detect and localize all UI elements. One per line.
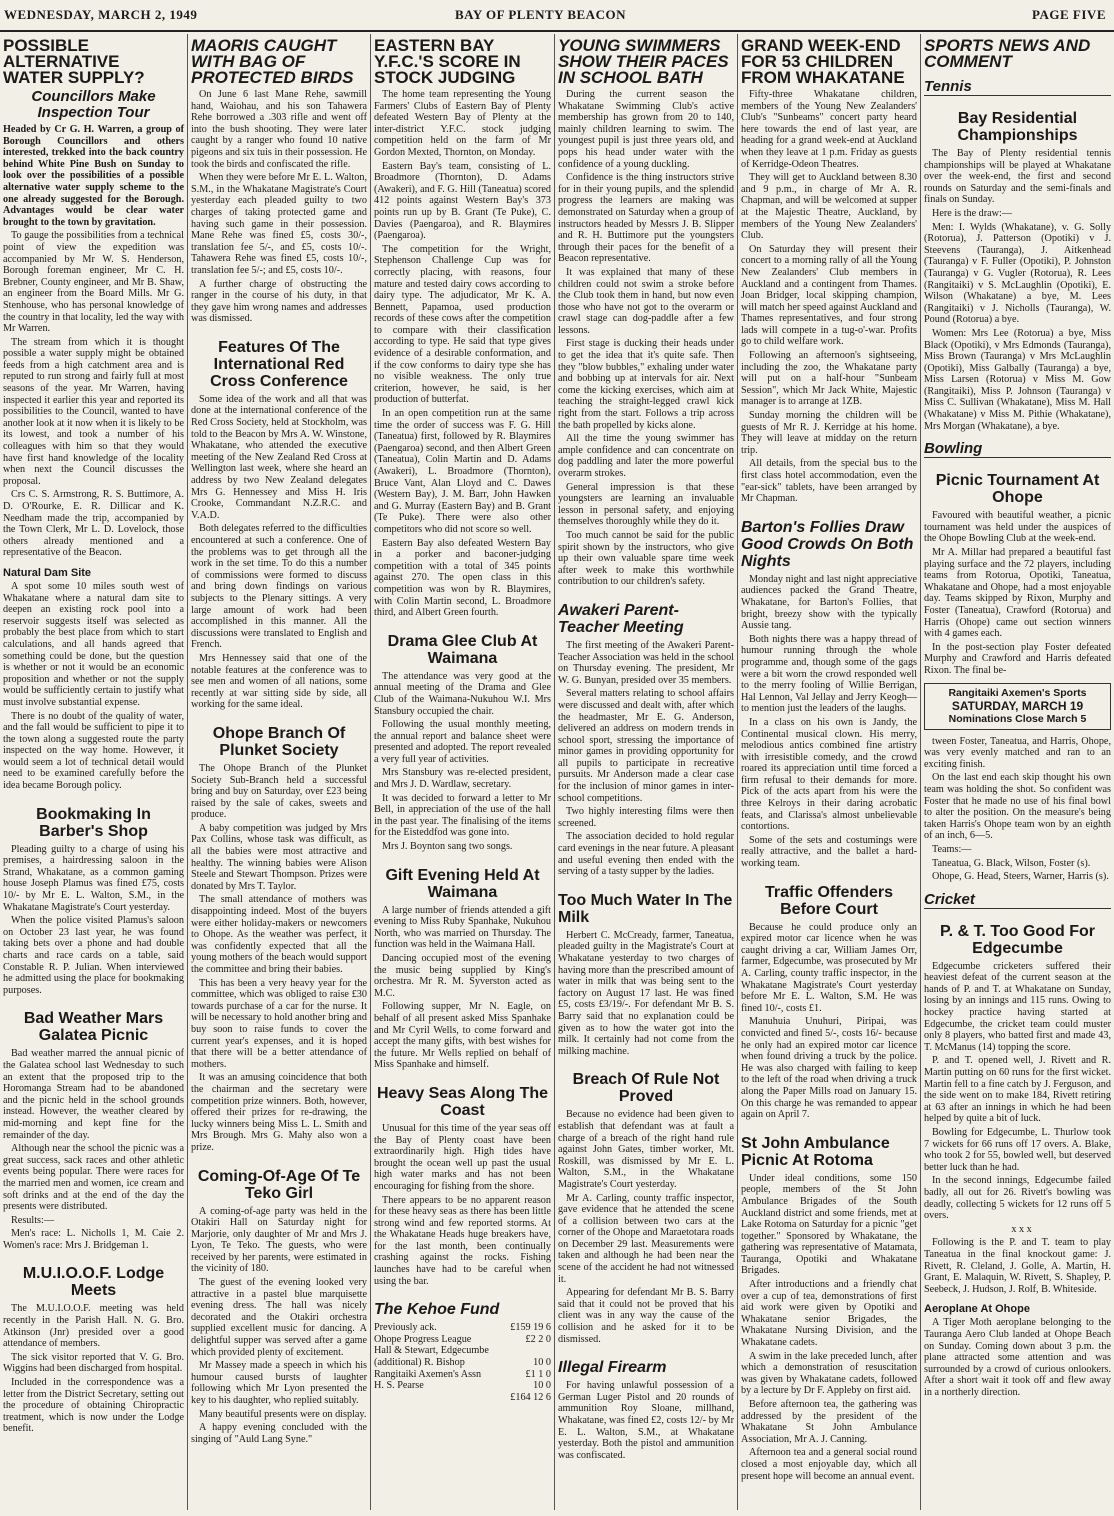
article-paragraph: Appearing for defendant Mr B. S. Barry said that it could not be proved that his client was in any way the cause of the collision and he asked for it to be dismissed. [558,1287,734,1345]
headline-red-cross: Features Of The International Red Cross Conference [210,338,348,390]
headline-parent-teacher: Awakeri Parent-Teacher Meeting [558,601,684,636]
headline-lodge-meets: M.U.I.O.O.F. Lodge Meets [22,1265,165,1300]
article-paragraph: It was explained that many of these children could not swim a stroke before the Club took them in hand, but now even those who have not got to the overarm or crawl stage can dog-paddle after a few lessons. [558,266,734,336]
table-row [374,1345,551,1357]
fund-label: Ohope Progress League [374,1333,472,1345]
article-paragraph: On the last end each skip thought his own team was holding the shot. So confident was Foster that he made no use of his final bowl to alter the position. On the measure's being taken Harris's Ohope team won by an eighth of an inch, 6—5. [924,772,1111,842]
table-row [374,1334,551,1346]
table-row [374,1357,551,1369]
headline-stock-judging: EASTERN BAY Y.F.C.'S SCORE IN STOCK JUDGING [374,36,521,87]
article-paragraph: Mr A. Millar had prepared a beautiful fast playing surface and the 72 players, including teams from Rotorua, Opotiki, Taneatua, Whakatane and Ohope, had a most enjoyable day. Teams skipped by Rixon, Murphy and Foster (Taneatua), Crawford (Rotorua) and Harris (Ohope) came out section winners with 4 games each. [924,547,1111,640]
headline-water-supply: POSSIBLE ALTERNATIVE WATER SUPPLY? [3,36,145,87]
headline-breach-of-rule: Breach Of Rule Not Proved [572,1071,720,1106]
article-paragraph: Edgecumbe cricketers suffered their heaviest defeat of the current season at the hands of P. and T. at Whakatane on Sunday, losing by an innings and 115 runs. Owing to hockey practice having started at Edgecumbe, the cricket team could muster only 8 players, who batted first and made 43, T. McManus (14) topping the score. [924,960,1111,1053]
article-paragraph: Eastern Bay also defeated Western Bay in a porker and baconer-judging competition with a total of 345 points against 270. The open class in this competition was won by R. Blaymires, with Colin Martin second, L. Broadmore third, and Albert Green fourth. [374,537,551,619]
headline-protected-birds: MAORIS CAUGHT WITH BAG OF PROTECTED BIRDS [191,36,354,87]
article-paragraph: It was an amusing coincidence that both the chairman and the secretary were competition prize winners. Both, however, offered their prizes for re-drawing, the lucky winners being Miss L. L. Smith and Mrs Brough. Mrs G. Mahy also won a prize. [191,1072,367,1153]
article-paragraph: The M.U.I.O.O.F. meeting was held recently in the Parish Hall. N. G. Bro. Atkinson (Jnr) presided over a good attendance of members. [3,1303,184,1350]
article-paragraph: The first meeting of the Awakeri Parent-Teacher Association was held in the school on Thursday evening. The president, Mr W. G. Bunyan, presided over 35 members. [558,639,734,686]
article-paragraph: The attendance was very good at the annual meeting of the Drama and Glee Club of the Waimana-Nukuhou W.I. Mrs Stansbury occupied the chair. [374,670,551,717]
headline-young-swimmers: YOUNG SWIMMERS SHOW THEIR PACES IN SCHOOL BATH [558,36,729,87]
article-paragraph: When the police visited Plamus's saloon on October 23 last year, he was found taking bets over a phone and had double charts and race cards on a table, said Constable R. P. Julian. When interviewed he admitted using the place for bookmaking purposes. [3,915,184,996]
section-label-cricket: Cricket [924,891,1111,909]
article-paragraph: They will get to Auckland between 8.30 and 9 p.m., in charge of Mr A. R. Chapman, and will be welcomed at supper at the Majestic Theatre, Auckland, by members of the Young New Zealanders' Club. [741,172,917,242]
issue-date: WEDNESDAY, MARCH 2, 1949 [4,7,198,22]
article-paragraph: Following supper, Mr N. Eagle, on behalf of all present asked Miss Spanhake and Mr Cyril Wells, to come forward and accept the many gifts, with best wishes for the future. Mr Wells replied on behalf of Miss Spanhake and himself. [374,1001,551,1071]
headline-bookmaking: Bookmaking In Barber's Shop [36,805,151,840]
article-paragraph: Sunday morning the children will be guests of Mr R. J. Kerridge at his home. They will leave at midday on the return trip. [741,410,917,456]
headline-drama-glee-club: Drama Glee Club At Waimana [387,632,538,667]
fund-label: Previously ack. [374,1322,437,1334]
article-paragraph: All the time the young swimmer has ample confidence and can concentrate on dog paddling and later the more powerful overarm strokes. [558,433,734,479]
table-row [374,1322,551,1334]
article-paragraph: A Tiger Moth aeroplane belonging to the Tauranga Aero Club landed at Ohope Beach on Sunday. Coming down about 3 p.m. the plane attracted some attention and was surrounded by a crowd of curious onlookers. After a short wait it took off and flew away in a northerly direction. [924,1317,1111,1398]
article-paragraph: Monday night and last night appreciative audiences packed the Grand Theatre, Whakatane, for Barton's Follies, that bright, breezy show with the typically Aussie tang. [741,573,917,632]
article-paragraph: Pleading guilty to a charge of using his premises, a hairdressing saloon in the Strand, Whakatane, as a common gaming house Joseph Plamus was fined £75, costs 10/- by Mr E. L. Walton, S.M., in the Whakatane Magistrate's Court yesterday. [3,843,184,913]
article-paragraph: Following an afternoon's sightseeing, including the zoo, the Whakatane party will put on a half-hour "Sunbeam Session", which Mr Jack White, Majestic manager is to arrange at 1ZB. [741,350,917,408]
article-paragraph: The association decided to hold regular card evenings in the near future. A pleasant and useful evening then ended with the serving of a tasty supper by the ladies. [558,831,734,878]
headline-galatea-picnic: Bad Weather Mars Galatea Picnic [23,1010,164,1045]
headline-heavy-seas: Heavy Seas Along The Coast [376,1084,549,1119]
article-paragraph: All details, from the special bus to the first class hotel accommodation, even the "ear-sick" tablets, have been arranged by Mr Chapman. [741,458,917,505]
fund-amount: £159 19 6 [510,1322,551,1334]
fund-label: (additional) R. Bishop [374,1357,465,1369]
article-paragraph: The guest of the evening looked very attractive in a pastel blue marquisette evening dress. The hall was nicely decorated and the Otakiri orchestra supplied excellent music for dancing. A delightful supper was served after a game which provided plenty of excitement. [191,1277,367,1358]
fund-amount: £1 1 0 [525,1368,551,1380]
headline-grand-weekend: GRAND WEEK-END FOR 53 CHILDREN FROM WHAKATANE [741,36,905,87]
ad-title: Rangitaiki Axemen's Sports [948,686,1087,699]
column-2 [188,34,370,1510]
article-paragraph: A happy evening concluded with the singing of "Auld Lang Syne." [191,1422,367,1445]
ad-date: SATURDAY, MARCH 19 [951,698,1084,713]
article-paragraph: It was decided to forward a letter to Mr Bell, in appreciation of the use of the hall in the past year. The finalising of the items for the Eisteddfod was gone into. [374,792,551,839]
headline-water-in-milk: Too Much Water In The Milk [558,891,733,926]
article-paragraph: To gauge the possibilities from a technical point of view the expedition was accompanied by Mr W. S. Henderson, Borough foreman engineer, Mr C. H. Brebner, County engineer, and Mr B. Shaw, an engineer from the Board Mills. Mr G. Stenhouse, who has personal knowledge of the country in that locality, led the way with Mr Warren. [3,230,184,335]
article-paragraph: Men: I. Wylds (Whakatane), v. G. Solly (Rotorua), J. Patterson (Opotiki) v J. Steevens (Tauranga), J. Aitkenhead (Tauranga) v F. Fuller (Opotiki), P. Johnston (Tauranga) v G. Vugler (Rotorua), R. Lees (Rangitaiki) v S. McLaughlin (Opotiki), E. Wilson (Whakatane) a bye, M. Lees (Rangitaiki) v J. Nicholls (Tauranga), W. Pound (Rotorua) a bye. [924,221,1111,326]
article-paragraph: For having unlawful possession of a German Luger Pistol and 20 rounds of ammunition Roy Sloane, millhand, Whakatane, was fined £2, costs 12/- by Mr E. L. Walton, S.M., at Whakatane yesterday. Both the pistol and ammunition was confiscated. [558,1380,734,1461]
article-paragraph: Bad weather marred the annual picnic of the Galatea school last Wednesday to such an extent that the proposed trip to the Horomanga Stream had to be abandoned and the picnic held in the school grounds instead. However, the weather cleared by mid-morning and kept fine for the remainder of the day. [3,1048,184,1141]
article-paragraph: Following the usual monthly meeting, the annual report and balance sheet were presented and adopted. The report revealed a very full year of activities. [374,719,551,765]
article-paragraph: Mr A. Carling, county traffic inspector, gave evidence that he attended the scene of a collision between two cars at the corner of the Ohope and Maraetotara roads on December 29 last. Measurements were taken and although he had been near the scene of the accident he had not witnessed it. [558,1192,734,1285]
article-paragraph: Eastern Bay's team, consisting of L. Broadmore (Thornton), D. Adams (Awakeri), and F. G. Hill (Taneatua) scored 412 points against Western Bay's 373 points run up by B. Grant (Te Puke), C. Davies (Paengaroa), and R. Blaymires (Paengaroa). [374,160,551,242]
article-paragraph: Ohope, G. Head, Steers, Warner, Harris (s). [932,871,1109,883]
masthead [0,0,1114,32]
fund-amount: £2 2 0 [525,1333,551,1345]
article-paragraph: In an open competition run at the same time the order of success was F. G. Hill (Taneatua) first, followed by R. Blaymires (Paengaroa) second, and then Albert Green (Taneatua), Colin Martin and D. Adams (Awakeri), L. Broadmore (Thornton), Bruce Vant, Alan Lloyd and C. Dawes (Western Bay), J. M. Barr, John Hawken and G. Murray (Eastern Bay) and B. Grant (Te Puke). There were also other competitors who did not score so well. [374,408,551,535]
fund-amount [505,1345,551,1357]
article-paragraph: The small attendance of mothers was disappointing indeed. Most of the buyers were either holiday-makers or newcomers to Ohope. As the weather was perfect, it was confidently expected that all the young mothers of the beach would support the committee and bring their babies. [191,894,367,975]
headline-p-and-t: P. & T. Too Good For Edgecumbe [940,922,1095,957]
column-5 [738,34,920,1510]
headline-illegal-firearm: Illegal Firearm [558,1359,667,1377]
article-paragraph: Crs C. S. Armstrong, R. S. Buttimore, A. D. O'Rourke, E. R. Dillicar and K. Needham made the trip, accompanied by the Town Clerk, Mr L. D. Lovelock, those others already mentioned and a representative of the Beacon. [3,489,184,559]
section-label-tennis: Tennis [924,78,1111,96]
article-paragraph: The Bay of Plenty residential tennis championships will be played at Whakatane over the week-end, the first and second rounds on Saturday and the semi-finals and finals on Sunday. [924,148,1111,206]
column-3 [371,34,554,1510]
ad-nominations: Nominations Close March 5 [948,712,1087,725]
article-paragraph: Both nights there was a happy thread of humour running through the whole programme and, though some of the gags were a bit worn the crowd responded well to the merry fooling of Willie Berrigan, Hal Lennon, Val Jellay and Jerry Keogh—to mention just the leaders of the laughs. [741,633,917,715]
article-paragraph: There is no doubt of the quality of water, and the fall would be sufficient to pipe it to the town along a suggested route the party inspected on the way home. However, it would seem a lot of technical detail would need to be examined carefully before the idea became Borough policy. [3,710,184,792]
article-paragraph: Confidence is the thing instructors strive for in their young pupils, and the splendid progress the learners are making was demonstrated on Saturday when a group of instructors headed by Messrs J. B. Slipper and R. H. Buttimore put the youngsters through their paces for the benefit of a Beacon representative. [558,172,734,265]
article-lead: Headed by Cr G. H. Warren, a group of Borough Councillors and others interested, trekked into the back country behind White Pine Bush on Sunday to look over the possibilities of a possible alternative water supply scheme to the one already suggested for the Borough. Advantages would be clear water brought to the town by gravitation. [3,124,184,228]
article-paragraph: In the post-section play Foster defeated Murphy and Crawford and Harris defeated Rixon. The final be- [924,641,1111,676]
article-paragraph: Unusual for this time of the year seas off the Bay of Plenty coast have been extraordinarily high. High tides have brought the ocean well up past the usual high water marks and has not been encouraging for fishing from the shore. [374,1122,551,1192]
fund-label: Rangitaiki Axemen's Assn [374,1368,482,1380]
article-paragraph: On June 6 last Mane Rehe, sawmill hand, Waiohau, and his son Tahawera Rehe borrowed a .303 rifle and went off into the bush shooting. They were later caught by a ranger who found 10 native pigeons and six tuis in their possession. He took the birds and confiscated the rifle. [191,89,367,170]
kicker-inspection-tour: Councillors Make Inspection Tour [31,88,156,121]
article-paragraph: The competition for the Wright, Stephenson Challenge Cup was for correctly placing, with reasons, four mature and tested dairy cows according to dairy type. The adjudicator, Mr K. A. Bennett, Papamoa, used production records of these cows after the competition to compare with their classification according to type. He said that type gives evidence of a desirable conformation, and if the cow conforms to dairy type she has no visible weakness. The only true criterion, however, he said, is her production of butterfat. [374,243,551,406]
subhead-dam-site: Natural Dam Site [3,566,92,579]
column-6 [921,34,1114,1510]
article-paragraph: A large number of friends attended a gift evening to Miss Ruby Spanhake, Nukuhou North, who was married on Thursday. The function was held in the Waimana Hall. [374,904,551,951]
article-paragraph: Herbert C. McCready, farmer, Taneatua, pleaded guilty in the Magistrate's Court at Whakatane yesterday to two charges of having more than the prescribed amount of water in milk that was being sent to the factory on August 17 last. He was fined £5, costs £3/19/-. For defendant Mr B. S. Barry said that no explanation could be given as to how the water got into the milk. It certainly had not come from the milking machine. [558,929,734,1057]
article-paragraph: During the current season the Whakatane Swimming Club's active membership has grown from 20 to 140, mainly children learning to swim. The youngest pupil is just three years old, and pops his head under water with the confidence of a young duckling. [558,89,734,170]
kehoe-fund-table [374,1322,551,1403]
headline-plunket: Ohope Branch Of Plunket Society [212,724,346,759]
article-paragraph: A coming-of-age party was held in the Otakiri Hall on Saturday night for Marjorie, only daughter of Mr and Mrs J. Lyon, Te Teko. The guests, who were received by her parents, were estimated in the vicinity of 180. [191,1205,367,1275]
page-number: PAGE FIVE [1032,7,1106,22]
article-paragraph: In the second innings, Edgecumbe failed badly, all out for 26. Rivett's bowling was deadly, collecting 5 wickets for 12 runs off 5 overs. [924,1175,1111,1222]
article-paragraph: Women: Mrs Lee (Rotorua) a bye, Miss Black (Opotiki), v Mrs Edmonds (Tauranga), Miss Brown (Tauranga) v Mrs McLaughlin (Opotiki), Miss Galbally (Tauranga) a bye, Miss Larsen (Rotorua) v Miss M. Gow (Rangitaiki), Miss P. Johnson (Tauranga) v Miss C. Sullivan (Whakatane), Miss M. Hall (Whakatane) v Miss M. Pithie (Whakatane), Mrs Morgan (Whakatane), a bye. [924,327,1111,432]
article-paragraph: Dancing occupied most of the evening the music being supplied by King's orchestra. Mr R. M. Syverston acted as M.C. [374,953,551,999]
section-break: x x x [1011,1223,1032,1235]
article-paragraph: Here is the draw:— [932,207,1013,219]
axemen-sports-advertisement [924,683,1111,730]
article-paragraph: General impression is that these youngsters are learning an invaluable lesson in personal safety, and enjoying themselves thoroughly while they do it. [558,481,734,528]
article-paragraph: Favoured with beautiful weather, a picnic tournament was held under the auspices of the Ohope Bowling Club at the week-end. [924,510,1111,545]
headline-kehoe-fund: The Kehoe Fund [374,1301,500,1319]
article-paragraph: Mrs Hennessey said that one of the notable features at the conference was to see men and women of all nations, some recently at war sitting side by side, all working for the same ideal. [191,652,367,711]
article-paragraph: tween Foster, Taneatua, and Harris, Ohope, was very evenly matched and ran to an exciting finish. [924,735,1111,770]
article-paragraph: Because no evidence had been given to establish that defendant was at fault a charge of a breach of the right hand rule against John Gates, timber worker, Mt. Roskill, was dismissed by Mr E. L. Walton, S.M., in the Whakatane Magistrate's Court yesterday. [558,1109,734,1190]
article-paragraph: Both delegates referred to the difficulties encountered at such a conference. One of the problems was to get through all the work in the set time. To do this a number of commissions were formed to discuss and bring down findings on various subjects to the Plenary sittings. A very large amount of work had been accomplished in this manner. All the discussions were translated to English and French. [191,523,367,651]
article-paragraph: On Saturday they will present their concert to a morning rally of all the Young New Zealanders' Club members in Auckland and a contingent from Thames. Joan Bridger, local skipping champion, will match her speed against Auckland and Thames representatives, and four strong lads will compete in a tug-o'-war. Profits go to child welfare work. [741,243,917,348]
article-paragraph: Many beautiful presents were on display. [199,1408,367,1420]
article-paragraph: Some of the sets and costumings were really attractive, and the ballet a hard-working team. [741,834,917,870]
fund-amount: 10 0 [533,1380,551,1392]
table-row [374,1380,551,1392]
article-paragraph: Because he could produce only an expired motor car licence when he was caught driving a car, William James Orr, farmer, Edgecumbe, was prosecuted by Mr A. Carling, county traffic inspector, in the Whakatane Magistrate's Court yesterday before Mr E. L. Walton, S.M. He was fined 10/-, costs £1. [741,921,917,1014]
article-paragraph: This has been a very heavy year for the committee, which was obliged to raise £30 towards purchase of a car for the nurse. It will be necessary to hold another bring and buy soon to raise funds to cover the current year's expenses, and it is hoped that there will be a better attendance of mothers. [191,977,367,1070]
article-paragraph: There appears to be no apparent reason for these heavy seas as there has been little strong wind and few reported storms. At the Whakatane Heads huge breakers have, for the last month, been continually crashing against the rocks. Fishing launches have had to be careful when using the bar. [374,1194,551,1287]
column-4 [555,34,737,1510]
fund-label: Hall & Stewart, Edgecumbe [374,1345,489,1357]
article-paragraph: When they were before Mr E. L. Walton, S.M., in the Whakatane Magistrate's Court yesterday each pleaded guilty to two charges of taking protected game and having such game in their possession. Mane Rehe was fined £5, costs 30/-, translation fee 5/-, and £5, costs 10/-. Tahawera Rehe was fined £5, costs 10/-, translation fee 5/-; and £5, costs 10/-. [191,172,367,276]
article-paragraph: Mrs J. Boynton sang two songs. [382,841,513,853]
article-paragraph: Afternoon tea and a general social round closed a most enjoyable day, which all present hope will become an annual event. [741,1447,917,1482]
headline-sports-news: SPORTS NEWS AND COMMENT [924,36,1091,71]
subhead-aeroplane: Aeroplane At Ohope [924,1303,1030,1316]
article-paragraph: Before afternoon tea, the gathering was addressed by the president of the Whakatane St John Ambulance Association, Mr A. J. Canning. [741,1399,917,1445]
article-paragraph: Taneatua, G. Black, Wilson, Foster (s). [932,857,1091,869]
table-row [374,1369,551,1381]
article-paragraph: A baby competition was judged by Mrs Pax Collins, whose task was difficult, as all the babies were most attractive and healthy. The winning babies were Alison Steele and Stewart Thompson. Prizes were donated by Mrs T. Taylor. [191,822,367,892]
headline-gift-evening: Gift Evening Held At Waimana [385,866,540,901]
headline-bartons-follies: Barton's Follies Draw Good Crowds On Both Nights [741,518,914,570]
article-paragraph: Two highly interesting films were then screened. [558,806,734,829]
article-paragraph: Men's race: L. Nicholls 1, M. Caie 2. Women's race: Mrs J. Bridgeman 1. [3,1228,184,1251]
section-label-bowling: Bowling [924,440,1111,458]
article-paragraph: A further charge of obstructing the ranger in the course of his duty, in that they gave him wrong names and addresses was dismissed. [191,278,367,325]
column-1 [0,34,187,1510]
article-paragraph: Some idea of the work and all that was done at the international conference of the Red Cross Society, held at Stockholm, was told to the Beacon by Mrs A. W. Winstone, Whakatane, who attended the executive meeting of the New Zealand Red Cross at Wellington last week, where she heard an address by two New Zealand delegates Mrs G. Hennessey and Miss H. Iris Crooke, Commandant N.Z.R.C. and V.A.D. [191,393,367,521]
headline-coming-of-age: Coming-Of-Age Of Te Teko Girl [197,1167,361,1202]
article-paragraph: Under ideal conditions, some 150 people, members of the St John Ambulance Brigades of the South Auckland district and some friends, met at Lake Rotoma on Saturday for a picnic "get together." Sponsored by Whakatane, the gathering was representative of Matamata, Tauranga, Opotiki and Whakatane Brigades. [741,1172,917,1277]
article-paragraph: Manuhuia Unuhuri, Piripai, was convicted and fined 5/-, costs 16/- because he only had an expired motor car licence when found driving a truck by the police. He was also charged with failing to keep to the left of the road when driving a truck along the Paper Mills road on January 15. On this charge he was remanded to appear again on April 7. [741,1016,917,1121]
article-paragraph: P. and T. opened well, J. Rivett and R. Martin putting on 60 runs for the first wicket. Martin fell to a fine catch by J. Ferguson, and the side went on to make 184, Rivett retiring at 63 after an innings in which he had been helped by quite a bit of luck. [924,1055,1111,1125]
article-paragraph: Teams:— [932,843,972,855]
article-paragraph: The Ohope Branch of the Plunket Society Sub-Branch held a successful bring and buy on Saturday, over £23 being raised by the sale of cakes, sweets and produce. [191,762,367,821]
article-paragraph: After introductions and a friendly chat over a cup of tea, demonstrations of first aid work were given by Opotiki and Whakatane senior Brigades, the Whakatane Nursing Division, and the Whakatane cadets. [741,1279,917,1349]
article-paragraph: Mr Massey made a speech in which his humour caused bursts of laughter following which Mr Lyon presented the key to his daughter, who replied suitably. [191,1360,367,1406]
article-paragraph: Several matters relating to school affairs were discussed and dealt with, after which the headmaster, Mr E. G. Anderson, delivered an address on modern trends in school sport, stressing the importance of minor games in providing opportunity for all pupils to participate in recreative pursuits. Mr Anderson made a clear case for the inclusion of minor games in inter-school competitions. [558,688,734,804]
headline-bay-championships: Bay Residential Championships [957,110,1078,144]
headline-picnic-tournament: Picnic Tournament At Ohope [935,472,1100,507]
headline-st-john-picnic: St John Ambulance Picnic At Rotoma [741,1134,890,1169]
article-paragraph: A swim in the lake preceded lunch, after which a demonstration of resuscitation was given by Whakatane cadets, followed by a lecture by Dr F. Appleby on first aid. [741,1350,917,1397]
headline-traffic-offenders: Traffic Offenders Before Court [764,883,894,918]
article-paragraph: A spot some 10 miles south west of Whakatane where a natural dam site to deepen an existing rock pool into a reservoir suggests itself was selected as probably the best place from which to start calculations, and all hands agreed that something could be done, but the question is whether or not it would be an economic proposition and whether or not the supply would be sufficiently certain to justify what must involve substantial expense. [3,580,184,708]
article-paragraph: Following is the P. and T. team to play Taneatua in the final knockout game: J. Rivett, R. Cleland, J. Golle, A. Martin, H. Grant, E. Malaquin, W. Rivett, S. Shapley, P. Seebeck, J. Hudson, J. Rolf, B. Whiteside. [924,1237,1111,1295]
article-paragraph: Bowling for Edgecumbe, L. Thurlow took 7 wickets for 66 runs off 17 overs. A. Blake, who took 2 for 55, bowled well, but deserved better luck than he had. [924,1127,1111,1173]
fund-label: H. S. Pearse [374,1380,424,1392]
fund-label [374,1392,505,1404]
article-paragraph: Results:— [11,1214,55,1226]
article-paragraph: The stream from which it is thought possible a water supply might be obtained feeds from a high catchment area and is reputed to run strong and fairly full at most seasons of the year. Mr Warren, having inspected it earlier this year and reported its possibilities to the Council, wanted to have another look at it now when it is likely to be its lowest, and took a number of his colleagues with him so that they would have first hand knowledge of the locality when next the Council discusses the proposal. [3,336,184,487]
article-paragraph: Included in the correspondence was a letter from the District Secretary, setting out the procedure of obtaining Chiropractic treatment, which is now under the Lodge benefit. [3,1377,184,1435]
newspaper-name: BAY OF PLENTY BEACON [455,7,626,22]
article-paragraph: In a class on his own is Jandy, the Continental musical clown. His merry, melodious antics combined fine artistry with irresistible comedy, and the crowd roared its appreciation until time forced a firm refusal to their demands for more. Pick of the acts apart from his were the three Kelroys in their daring acrobatic feats, and Clarissa's almost unbelievable contortions. [741,716,917,833]
article-paragraph: Although near the school the picnic was a great success, sack races and other athletic events being popular. There were races for the married men and women, ice cream and soft drinks and at the end of the day the presents were distributed. [3,1143,184,1213]
article-paragraph: The home team representing the Young Farmers' Clubs of Eastern Bay of Plenty defeated Western Bay of Plenty at the inter-district Y.F.C. stock judging competition held on the farm of Mr Gordon Mexted, Thornton, on Monday. [374,89,551,158]
table-row [374,1392,551,1404]
article-paragraph: The sick visitor reported that V. G. Bro. Wiggins had been discharged from hospital. [3,1351,184,1375]
article-paragraph: Too much cannot be said for the public spirit shown by the instructors, who give up their own valuable spare time week after week to make this worthwhile contribution to our children's safety. [558,529,734,588]
fund-total: £164 12 6 [510,1391,551,1403]
article-paragraph: Fifty-three Whakatane children, members of the Young New Zealanders' Club's "Sunbeams" concert party heard here towards the end of last year, are heading for a grand week-end at Auckland when they leave at 1 p.m. Friday as guests of Kerridge-Odeon Theatres. [741,89,917,170]
article-paragraph: First stage is ducking their heads under to get the idea that it's quite safe. Then they "blow bubbles," exhaling under water and bobbing up at intervals for air. Next come the kicking exercises, which aim at teaching the straight-legged crawl kick right from the start. Follows a trip across the bath propelled by kicks alone. [558,338,734,431]
article-paragraph: Mrs Stansbury was re-elected president, and Mrs J. D. Wardlaw, secretary. [374,767,551,791]
fund-amount: 10 0 [533,1357,551,1369]
